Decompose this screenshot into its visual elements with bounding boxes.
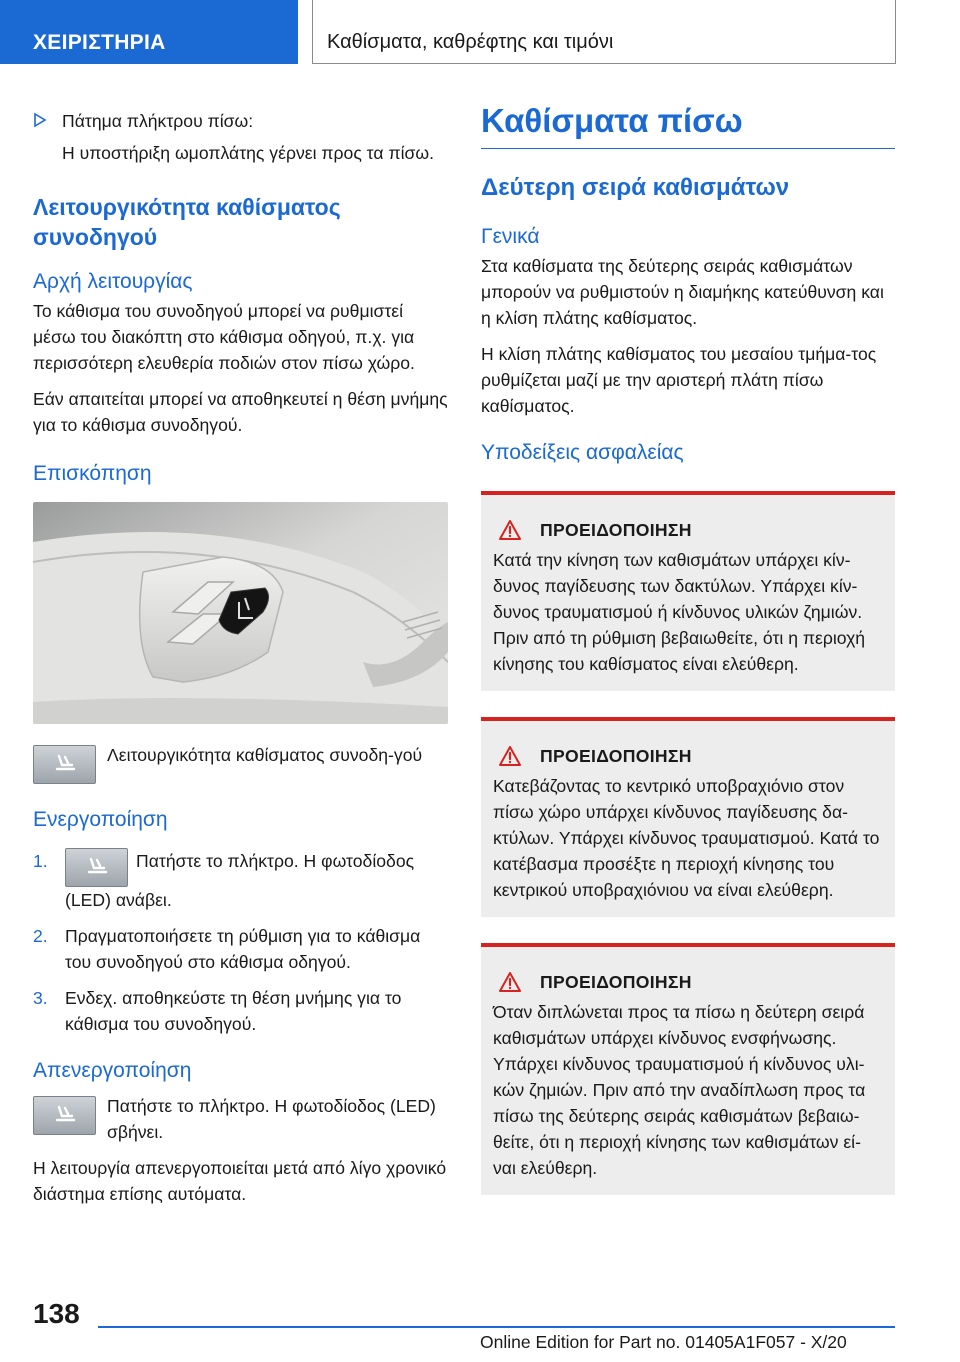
safety-title: Υποδείξεις ασφαλείας (481, 441, 684, 464)
warning-header (493, 519, 883, 541)
principle-paragraph-2: Εάν απαιτείται μπορεί να αποθηκευτεί η θέση μνήμης για το κάθισμα συνοδηγού. (33, 389, 448, 435)
warning-label: ΠΡΟΕΙΔΟΠΟΙΗΣΗ (540, 745, 692, 766)
warning-triangle-icon (498, 971, 522, 993)
overview-title: Επισκόπηση (33, 462, 152, 485)
step-text: Πατήστε το πλήκτρο. Η φωτοδίοδος (LED) ανάβει. (65, 851, 415, 910)
footer-divider (98, 1326, 895, 1328)
warning-triangle-icon (498, 519, 522, 541)
general-paragraph-1: Στα καθίσματα της δεύτερης σειράς καθισμάτων μπορούν να ρυθμιστούν η διαμήκης κατεύθυνση και η κλίση πλάτης καθίσματος. (481, 256, 884, 328)
deactivation-note: Η λειτουργία απενεργοποιείται μετά από λίγο χρονικό διάστημα επίσης αυτόματα. (33, 1158, 447, 1204)
warning-box (481, 943, 895, 1195)
step-number: 1. (33, 851, 48, 871)
bullet-item (33, 108, 448, 166)
section-header-title: Καθίσματα, καθρέφτης και τιμόνι (312, 0, 896, 64)
photo-caption: Λειτουργικότητα καθίσματος συνοδη-γού (107, 745, 423, 765)
triangle-bullet-icon (33, 112, 47, 128)
deactivation-text: Πατήστε το πλήκτρο. Η φωτοδίοδος (LED) σβήνει. (107, 1096, 436, 1142)
principle-title: Αρχή λειτουργίας (33, 270, 193, 293)
general-paragraph-2: Η κλίση πλάτης καθίσματος του μεσαίου τμήμα-τος ρυθμίζεται μαζί με την αριστερή πλάτη πίσω καθίσματος. (481, 344, 877, 416)
step-number: 3. (33, 988, 48, 1008)
warning-box (481, 717, 895, 917)
left-column (33, 100, 448, 1217)
passenger-seat-button-inline (65, 848, 136, 887)
deactivation-row (33, 1093, 448, 1145)
passenger-seat-button-icon (33, 745, 96, 784)
warning-text: Κατεβάζοντας το κεντρικό υποβραχιόνιο στον πίσω χώρο υπάρχει κίνδυνος παγίδευσης δα-κτύλων. Υπάρχει κίνδυνος τραυματισμού. Κατά το κατέβασμα προσέξτε η περιοχή κίνησης του κεντρικού υποβραχιόνιου να είναι ελεύθερη. (493, 776, 880, 900)
footer-edition: Online Edition for Part no. 01405A1F057 - X/20 (480, 1332, 847, 1352)
photo-caption-row (33, 742, 448, 784)
activation-title: Ενεργοποίηση (33, 808, 168, 831)
passenger-seat-button-icon (33, 1096, 96, 1135)
passenger-seat-button-icon (65, 848, 128, 887)
general-title: Γενικά (481, 225, 540, 248)
step-text: Ενδεχ. αποθηκεύστε τη θέση μνήμης για το κάθισμα του συνοδηγού. (65, 988, 402, 1034)
chapter-tab[interactable]: ΧΕΙΡΙΣΤΗΡΙΑ (0, 0, 298, 64)
warning-text: Κατά την κίνηση των καθισμάτων υπάρχει κίν-δυνος παγίδευσης των δακτύλων. Υπάρχει κίν-δυνος τραυματισμού ή κίνδυνος υλικών ζημιών. Πριν από τη ρύθμιση βεβαιωθείτε, ότι η περιοχή κίνησης του καθίσματος είναι ελεύθερη. (493, 550, 866, 674)
warning-box (481, 491, 895, 691)
second-row-title: Δεύτερη σειρά καθισμάτων (481, 174, 790, 201)
seat-function-photo (33, 502, 448, 724)
list-item (33, 923, 448, 975)
list-item (33, 848, 448, 913)
page-header (0, 0, 960, 66)
page-number: 138 (33, 1298, 80, 1329)
principle-paragraph-1: Το κάθισμα του συνοδηγού μπορεί να ρυθμιστεί μέσω του διακόπτη στο κάθισμα οδηγού, π.χ. για περισσότερη ελευθερία ποδιών στον πίσω χώρο. (33, 301, 415, 373)
warning-label: ΠΡΟΕΙΔΟΠΟΙΗΣΗ (540, 519, 692, 540)
warning-text: Όταν διπλώνεται προς τα πίσω η δεύτερη σειρά καθισμάτων υπάρχει κίνδυνος ενσφήνωσης. Υπάρχει κίνδυνος τραυματισμού ή κίνδυνος υλι-κών ζημιών. Πριν από την αναδίπλωση προς τα πίσω της δεύτερης σειράς καθισμάτων βεβαιω-θείτε, ότι η περιοχή κίνησης των καθισμάτων εί-ναι ελεύθερη. (493, 1002, 866, 1178)
deactivation-title: Απενεργοποίηση (33, 1059, 192, 1082)
warning-triangle-icon (498, 745, 522, 767)
right-column (481, 100, 895, 1221)
bullet-result: Η υποστήριξη ωμοπλάτης γέρνει προς τα πίσω. (62, 143, 434, 163)
bullet-action: Πάτημα πλήκτρου πίσω: (62, 111, 254, 131)
warning-header (493, 745, 883, 767)
activation-steps (33, 848, 448, 1037)
list-item (33, 985, 448, 1037)
section-title-passenger-seat: Λειτουργικότητα καθίσματος συνοδηγού (33, 194, 341, 250)
warning-label: ΠΡΟΕΙΔΟΠΟΙΗΣΗ (540, 971, 692, 992)
main-title-rear-seats: Καθίσματα πίσω (481, 100, 895, 149)
step-text: Πραγματοποιήσετε τη ρύθμιση για το κάθισμα του συνοδηγού στο κάθισμα οδηγού. (65, 926, 421, 972)
warning-header (493, 971, 883, 993)
step-number: 2. (33, 926, 48, 946)
